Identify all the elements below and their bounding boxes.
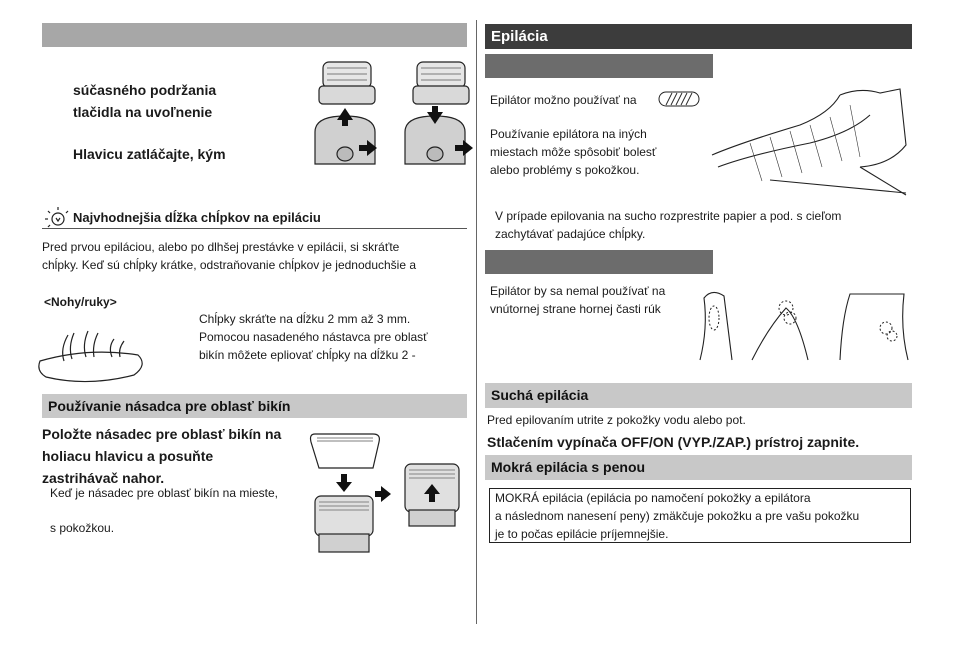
usage-line2: Používanie epilátora na iných (490, 127, 647, 141)
bikini-line2: s pokožkou. (50, 521, 115, 535)
dry-epilation-header: Suchá epilácia (485, 383, 912, 408)
dry-switch-instruction: Stlačením vypínača OFF/ON (VYP./ZAP.) prístroj zapnite. (487, 434, 860, 450)
warning-subheader-bar (485, 250, 713, 274)
wet-info-box (489, 488, 911, 543)
usage-line4: alebo problémy s pokožkou. (490, 163, 640, 177)
legs-area-hatch-icon (658, 91, 700, 107)
warning-line2: vnútornej strane hornej časti rúk (490, 302, 661, 316)
lightbulb-icon (44, 206, 70, 230)
trim-line2: Pomocou nasadeného nástavca pre oblasť (199, 330, 428, 344)
usage-line1: Epilátor možno používať na (490, 93, 637, 107)
bikini-line1: Keď je násadec pre oblasť bikín na mieste, (50, 486, 279, 500)
wet-box-line2: a následnom nanesení peny) zmäkčuje pokožku a pre vašu pokožku (495, 509, 860, 523)
dry-note (495, 207, 841, 243)
trim-line1: Chĺpky skráťte na dĺžku 2 mm až 3 mm. (199, 312, 411, 326)
left-header-bar (42, 23, 467, 47)
usage-subheader-bar (485, 54, 713, 78)
tip-para-line1: Pred prvou epiláciou, alebo po dlhšej prestávke v epilácii, si skráťte (42, 240, 400, 254)
release-line1: súčasného podržania (73, 82, 217, 98)
tip-paragraph (42, 238, 416, 274)
arm-areas-illustration (690, 288, 912, 362)
push-head-text: Hlavicu zatláčajte, kým (73, 146, 226, 162)
dry-note-line2: zachytávať padajúce chĺpky. (495, 227, 646, 241)
bikini-attachment-illustration (305, 428, 467, 558)
bikini-bold-line3: zastrihávač nahor. (42, 470, 165, 486)
usage-line3: miestach môže spôsobiť bolesť (490, 145, 657, 159)
release-text (73, 79, 216, 123)
bikini-instructions (42, 423, 281, 489)
release-line2: tlačidla na uvoľnenie (73, 104, 213, 120)
dry-line1: Pred epilovaním utrite z pokožky vodu alebo pot. (487, 413, 746, 427)
trim-line3: bikín môžete epliovať chĺpky na dĺžku 2 - (199, 348, 416, 362)
tip-underline (42, 228, 467, 229)
bikini-bold-line1: Položte násadec pre oblasť bikín na (42, 426, 282, 442)
warning-line1: Epilátor by sa nemal používať na (490, 284, 666, 298)
epilation-section-title: Epilácia (485, 24, 912, 49)
dry-note-line1: V prípade epilovania na sucho rozprestrite papier a pod. s cieľom (495, 209, 842, 223)
trim-text (199, 310, 428, 364)
wet-box-line3: je to počas epilácie príjemnejšie. (495, 527, 669, 541)
wet-box-line1: MOKRÁ epilácia (epilácia po namočení pokožky a epilátora (495, 491, 811, 505)
head-release-illustration (305, 60, 475, 164)
tip-para-line2: chĺpky. Keď sú chĺpky krátke, odstraňovanie chĺpkov je jednoduchšie a (42, 258, 417, 272)
hair-illustration (38, 325, 148, 383)
legs-arms-subheading: <Nohy/ruky> (44, 295, 117, 309)
column-divider (476, 20, 477, 624)
usage-warning-text (490, 125, 656, 179)
tip-title: Najvhodnejšia dĺžka chĺpkov na epiláciu (73, 210, 321, 225)
legs-usage-illustration (710, 85, 912, 197)
bikini-bold-line2: holiacu hlavicu a posuňte (42, 448, 214, 464)
warning-text (490, 282, 665, 318)
wet-epilation-header: Mokrá epilácia s penou (485, 455, 912, 480)
bikini-header: Používanie násadca pre oblasť bikín (42, 394, 467, 418)
